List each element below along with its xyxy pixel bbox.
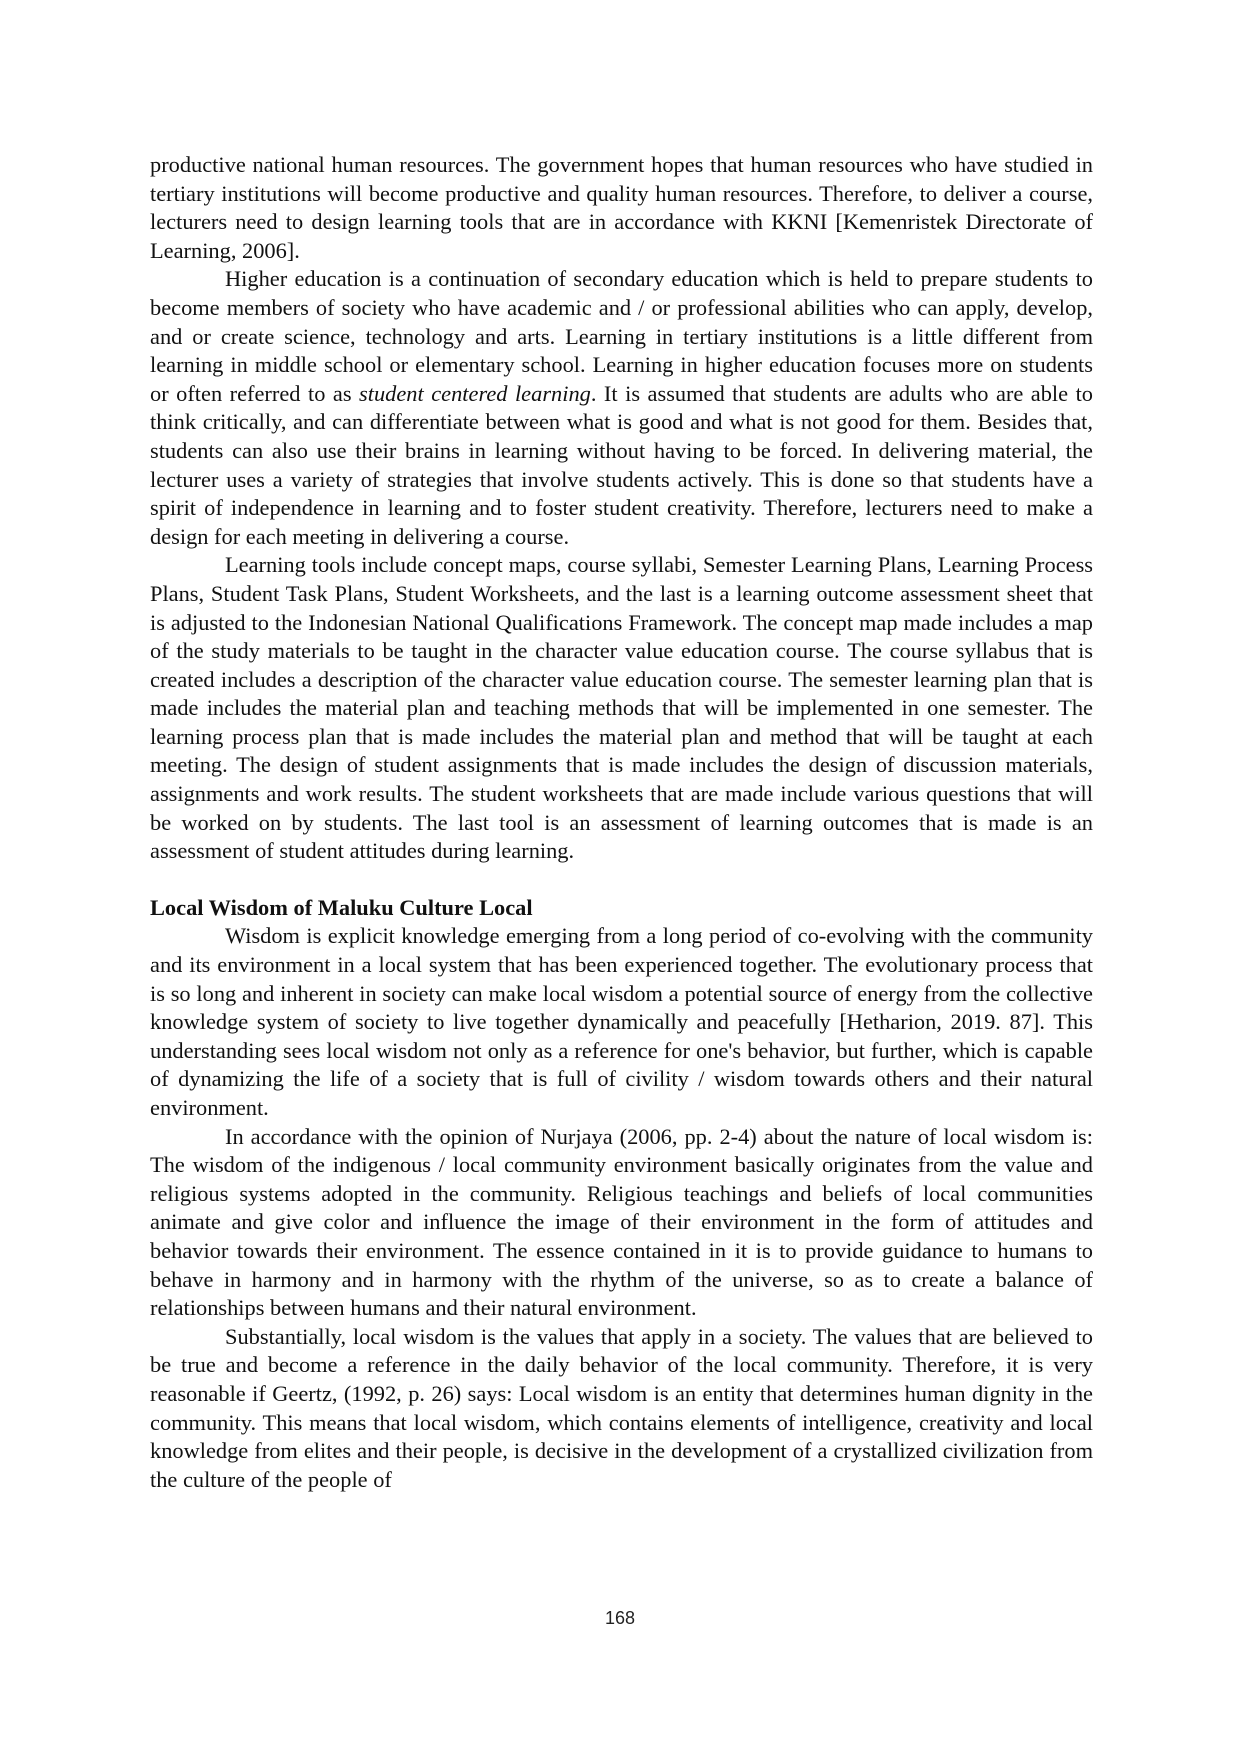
italic-term-student-centered-learning: student centered learning (359, 380, 591, 406)
paragraph-learning-tools: Learning tools include concept maps, course syllabi, Semester Learning Plans, Learning Process Plans, Student Task Plans, Student Worksheets, and the last is a learning outcome assessment sheet that is adjusted to the Indonesian National Qualifications Framework. The concept map made includes a map of the study materials to be taught in the character value education course. The course syllabus that is created includes a description of the character value education course. The semester learning plan that is made includes the material plan and teaching methods that will be implemented in one semester. The learning process plan that is made includes the material plan and method that will be taught at each meeting. The design of student assignments that is made includes the design of discussion materials, assignments and work results. The student worksheets that are made include various questions that will be worked on by students. The last tool is an assessment of learning outcomes that is made is an assessment of student attitudes during learning. (150, 552, 1093, 864)
page-body (150, 151, 1093, 1494)
page-number: 168 (604, 1608, 636, 1628)
section-heading-local-wisdom: Local Wisdom of Maluku Culture Local (150, 894, 533, 920)
paragraph-nurjaya-opinion: In accordance with the opinion of Nurjaya (2006, pp. 2-4) about the nature of local wisdom is: The wisdom of the indigenous / local community environment basically originates from the value and religious systems adopted in the community. Religious teachings and beliefs of local communities animate and give color and influence the image of their environment in the form of attitudes and behavior towards their environment. The essence contained in it is to provide guidance to humans to behave in harmony and in harmony with the rhythm of the universe, so as to create a balance of relationships between humans and their natural environment. (150, 1123, 1093, 1321)
paragraph-higher-education (150, 265, 1093, 551)
paragraph-text: Higher education is a continuation of secondary education which is held to prepare students to become members of society who have academic and / or professional abilities who can apply, develop, and or create science, technology and arts. Learning in tertiary institutions is a little different from learning in middle school or elementary school. Learning in higher education focuses more on students or often referred to as (150, 266, 1093, 406)
paragraph-geertz-values: Substantially, local wisdom is the values that apply in a society. The values that are believed to be true and become a reference in the daily behavior of the local community. Therefore, it is very reasonable if Geertz, (1992, p. 26) says: Local wisdom is an entity that determines human dignity in the community. This means that local wisdom, which contains elements of intelligence, creativity and local knowledge from elites and their people, is decisive in the development of a crystallized civilization from the culture of the people of (150, 1323, 1093, 1492)
paragraph-text: . It is assumed that students are adults who are able to think critically, and can differentiate between what is good and what is not good for them. Besides that, students can also use their brains in learning without having to be forced. In delivering material, the lecturer uses a variety of strategies that involve students actively. This is done so that students have a spirit of independence in learning and to foster student creativity. Therefore, lecturers need to make a design for each meeting in delivering a course. (150, 380, 1093, 549)
paragraph-kkni: productive national human resources. The government hopes that human resources who have studied in tertiary institutions will become productive and quality human resources. Therefore, to deliver a course, lecturers need to design learning tools that are in accordance with KKNI [Kemenristek Directorate of Learning, 2006]. (150, 152, 1093, 263)
paragraph-wisdom-definition: Wisdom is explicit knowledge emerging from a long period of co-evolving with the community and its environment in a local system that has been experienced together. The evolutionary process that is so long and inherent in society can make local wisdom a potential source of energy from the collective knowledge system of society to live together dynamically and peacefully [Hetharion, 2019. 87]. This understanding sees local wisdom not only as a reference for one's behavior, but further, which is capable of dynamizing the life of a society that is full of civility / wisdom towards others and their natural environment. (150, 923, 1093, 1120)
